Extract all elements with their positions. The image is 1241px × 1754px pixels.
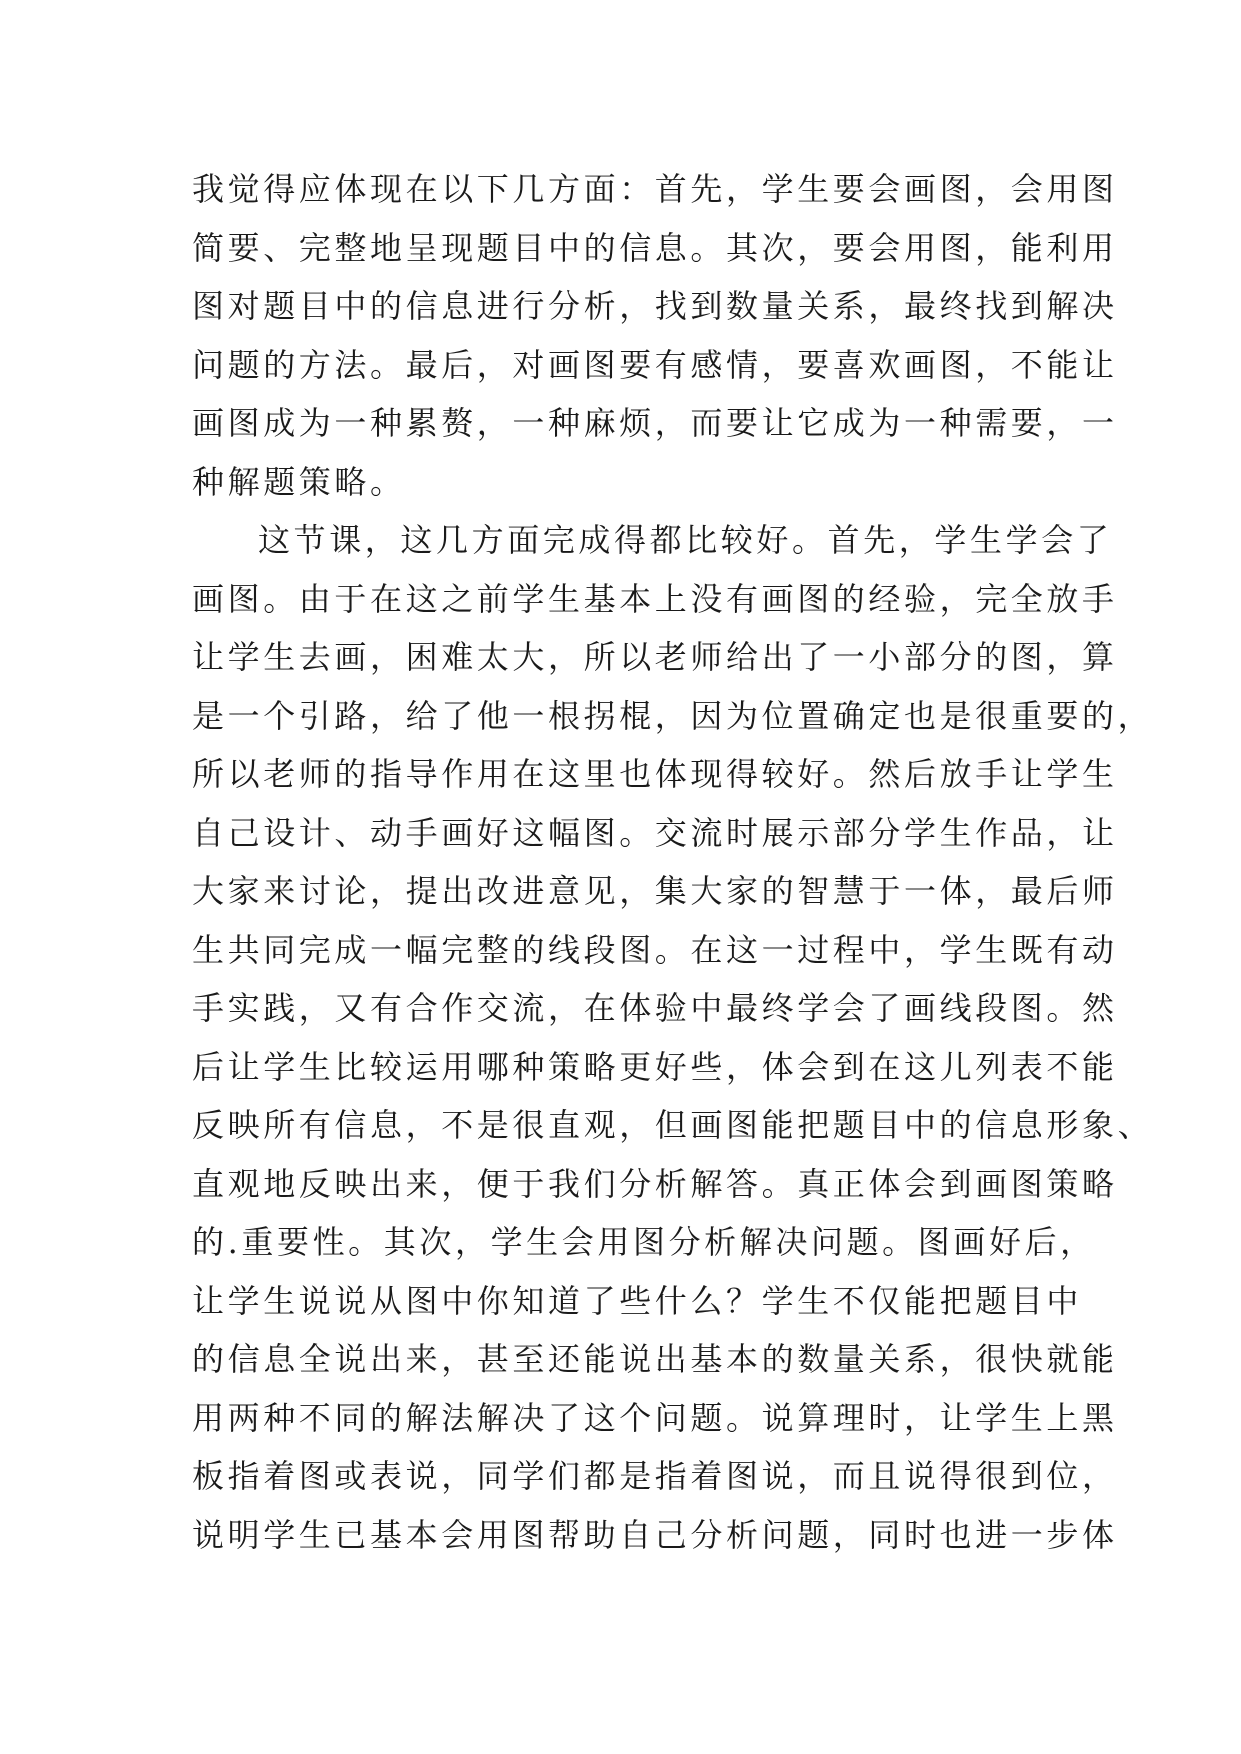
text-line: 板指着图或表说，同学们都是指着图说，而且说得很到位， <box>192 1457 1118 1495</box>
text-line: 让学生去画，困难太大，所以老师给出了一小部分的图，算 <box>192 638 1118 676</box>
text-line: 直观地反映出来，便于我们分析解答。真正体会到画图策略 <box>192 1164 1118 1203</box>
paragraph-2 <box>192 511 1154 1564</box>
text-line: 简要、完整地呈现题目中的信息。其次，要会用图，能利用 <box>192 228 1118 267</box>
text-line: 生共同完成一幅完整的线段图。在这一过程中，学生既有动 <box>192 930 1118 969</box>
text-line: 反映所有信息，不是很直观，但画图能把题目中的信息形象、 <box>192 1106 1154 1144</box>
text-line: 画图成为一种累赘，一种麻烦，而要让它成为一种需要，一 <box>192 404 1118 442</box>
text-line: 是一个引路，给了他一根拐棍，因为位置确定也是很重要的， <box>192 696 1154 735</box>
text-line: 问题的方法。最后，对画图要有感情，要喜欢画图，不能让 <box>192 345 1118 384</box>
text-line: 说明学生已基本会用图帮助自己分析问题，同时也进一步体 <box>192 1515 1118 1554</box>
body-text <box>192 160 1154 1564</box>
text-line: 种解题策略。 <box>192 462 406 501</box>
text-line: 画图。由于在这之前学生基本上没有画图的经验，完全放手 <box>192 579 1118 618</box>
text-line: 所以老师的指导作用在这里也体现得较好。然后放手让学生 <box>192 755 1118 793</box>
text-line: 的.重要性。其次，学生会用图分析解决问题。图画好后， <box>192 1223 1096 1261</box>
text-line: 这节课，这几方面完成得都比较好。首先，学生学会了 <box>258 521 1113 559</box>
text-line: 的信息全说出来，甚至还能说出基本的数量关系，很快就能 <box>192 1340 1118 1378</box>
text-line: 后让学生比较运用哪种策略更好些，体会到在这儿列表不能 <box>192 1047 1118 1086</box>
text-line: 图对题目中的信息进行分析，找到数量关系，最终找到解决 <box>192 287 1118 325</box>
text-line: 手实践，又有合作交流，在体验中最终学会了画线段图。然 <box>192 989 1118 1027</box>
text-line: 用两种不同的解法解决了这个问题。说算理时，让学生上黑 <box>192 1398 1118 1437</box>
text-line: 自己设计、动手画好这幅图。交流时展示部分学生作品，让 <box>192 813 1118 852</box>
paragraph-1 <box>192 160 1118 511</box>
text-line: 大家来讨论，提出改进意见，集大家的智慧于一体，最后师 <box>192 872 1118 910</box>
text-line: 让学生说说从图中你知道了些什么？学生不仅能把题目中 <box>192 1281 1083 1320</box>
text-line: 我觉得应体现在以下几方面：首先，学生要会画图，会用图 <box>192 170 1118 208</box>
